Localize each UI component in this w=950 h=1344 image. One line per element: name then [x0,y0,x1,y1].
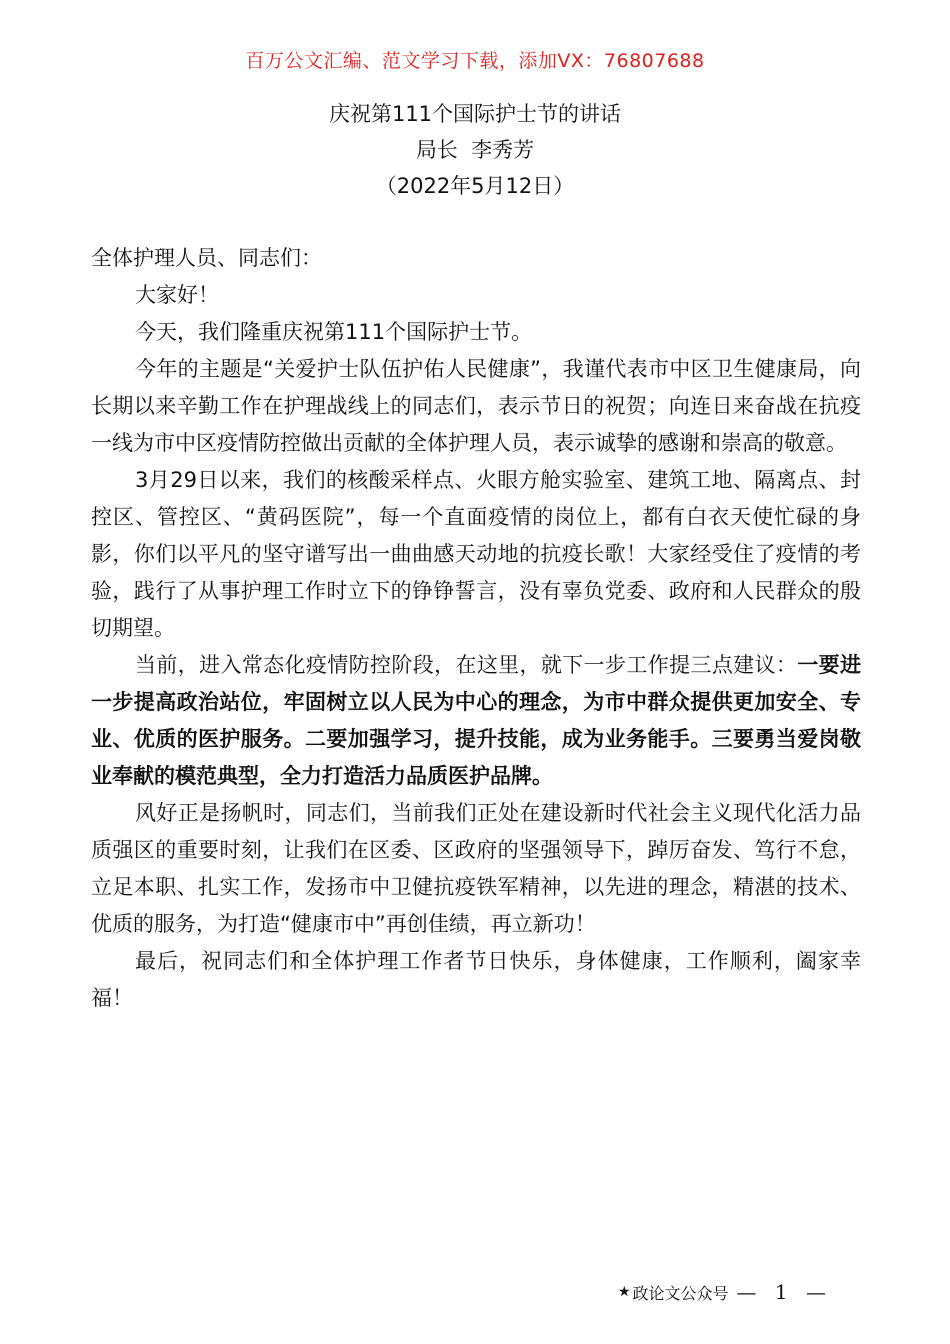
paragraph-1: 今天，我们隆重庆祝第111个国际护士节。 [135,320,533,344]
star-icon: ★ [617,1284,631,1300]
greeting: 大家好！ [135,283,219,307]
paragraph-4-suggestions: 一要进一步提高政治站位，牢固树立以人民为中心的理念，为市中群众提供更加安全、专业、优质的医护服务。二要加强学习，提升技能，成为业务能手。三要勇当爱岗敬业奉献的模范典型，全力打造活力品质医护品牌。 [91,653,862,788]
paragraph-6: 最后，祝同志们和全体护理工作者节日快乐，身体健康，工作顺利，阖家幸福！ [91,949,861,1010]
paragraph-4 [91,647,861,795]
paragraph-4-intro: 当前，进入常态化疫情防控阶段，在这里，就下一步工作提三点建议： [135,653,798,677]
document-title: 庆祝第111个国际护士节的讲话 [328,102,622,126]
paragraph-5: 风好正是扬帆时，同志们，当前我们正处在建设新时代社会主义现代化活力品质强区的重要时刻，让我们在区委、区政府的坚强领导下，踔厉奋发、笃行不怠，立足本职、扎实工作，发扬市中卫健抗疫铁军精神，以先进的理念，精湛的技术、优质的服务，为打造“健康市中”再创佳绩，再立新功！ [91,801,861,936]
salutation: 全体护理人员、同志们： [91,246,322,270]
page-footer [618,1280,832,1304]
speech-date: （2022年5月12日） [375,174,575,198]
paragraph-3: 3月29日以来，我们的核酸采样点、火眼方舱实验室、建筑工地、隔离点、封控区、管控区、“黄码医院”，每一个直面疫情的岗位上，都有白衣天使忙碌的身影，你们以平凡的坚守谱写出一曲曲感天动地的抗疫长歌！大家经受住了疫情的考验，践行了从事护理工作时立下的铮铮誓言，没有辜负党委、政府和人民群众的殷切期望。 [91,468,861,640]
watermark-banner: 百万公文汇编、范文学习下载，添加VX：76807688 [245,50,705,72]
paragraph-2: 今年的主题是“关爱护士队伍护佑人民健康”，我谨代表市中区卫生健康局，向长期以来辛勤工作在护理战线上的同志们，表示节日的祝贺；向连日来奋战在抗疫一线为市中区疫情防控做出贡献的全体护理人员，表示诚挚的感谢和崇高的敬意。 [91,357,861,455]
footer-source: 政论文公众号 [632,1283,729,1303]
speech-body [91,240,861,1017]
page-number: — 1 — [736,1280,832,1304]
document-header [0,96,950,204]
speaker-line: 局长 李秀芳 [415,138,535,162]
